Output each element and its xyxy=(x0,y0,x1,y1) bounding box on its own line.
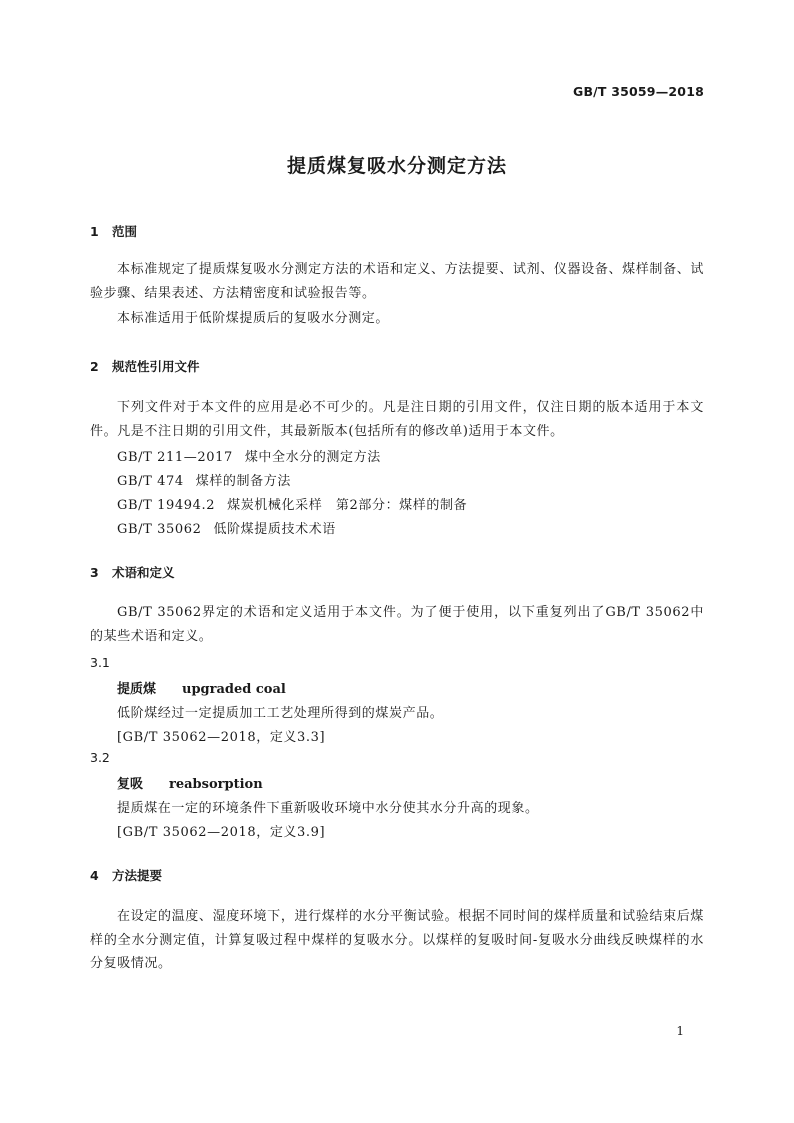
term-number: 3.1 xyxy=(90,655,110,670)
reference-item xyxy=(117,494,467,513)
reference-code: GB/T 211—2017 xyxy=(117,450,233,465)
term-zh: 复吸 xyxy=(117,777,144,792)
section-3-intro: GB/T 35062界定的术语和定义适用于本文件。为了便于使用，以下重复列出了GB/T 35062中的某些术语和定义。 xyxy=(90,605,704,644)
reference-code: GB/T 19494.2 xyxy=(117,498,216,513)
term-heading xyxy=(117,773,263,792)
section-2-heading xyxy=(90,357,200,375)
reference-title: 低阶煤提质技术术语 xyxy=(213,522,336,537)
section-1-paragraph-1: 本标准规定了提质煤复吸水分测定方法的术语和定义、方法提要、试剂、仪器设备、煤样制备、试验步骤、结果表述、方法精密度和试验报告等。 xyxy=(90,262,704,301)
section-title: 范围 xyxy=(112,224,138,239)
section-4-heading xyxy=(90,866,162,884)
section-title: 方法提要 xyxy=(112,868,163,883)
page-number: 1 xyxy=(676,1024,684,1038)
term-en: upgraded coal xyxy=(182,682,286,697)
section-number: 4 xyxy=(90,868,99,883)
term-source: [GB/T 35062—2018，定义3.3] xyxy=(117,730,326,745)
section-3-heading xyxy=(90,563,175,581)
term-definition: 低阶煤经过一定提质加工工艺处理所得到的煤炭产品。 xyxy=(117,706,444,721)
section-1-paragraph-2: 本标准适用于低阶煤提质后的复吸水分测定。 xyxy=(117,311,390,326)
reference-title: 煤中全水分的测定方法 xyxy=(244,450,381,465)
standard-code: GB/T 35059—2018 xyxy=(572,84,704,99)
term-zh: 提质煤 xyxy=(117,682,157,697)
reference-item xyxy=(117,470,291,489)
term-en: reabsorption xyxy=(169,777,263,792)
section-title: 术语和定义 xyxy=(112,565,175,580)
reference-code: GB/T 474 xyxy=(117,474,184,489)
reference-item xyxy=(117,518,336,537)
reference-title: 煤炭机械化采样 第2部分：煤样的制备 xyxy=(227,498,468,513)
section-2-intro: 下列文件对于本文件的应用是必不可少的。凡是注日期的引用文件，仅注日期的版本适用于本文件。凡是不注日期的引用文件，其最新版本(包括所有的修改单)适用于本文件。 xyxy=(90,400,704,439)
section-number: 2 xyxy=(90,359,99,374)
reference-code: GB/T 35062 xyxy=(117,522,202,537)
section-title: 规范性引用文件 xyxy=(112,359,200,374)
term-source: [GB/T 35062—2018，定义3.9] xyxy=(117,825,326,840)
term-definition: 提质煤在一定的环境条件下重新吸收环境中水分使其水分升高的现象。 xyxy=(117,801,539,816)
term-number: 3.2 xyxy=(90,750,110,765)
term-heading xyxy=(117,678,286,697)
section-4-paragraph: 在设定的温度、湿度环境下，进行煤样的水分平衡试验。根据不同时间的煤样质量和试验结束后煤样的全水分测定值，计算复吸过程中煤样的复吸水分。以煤样的复吸时间-复吸水分曲线反映煤样的水分复吸情况。 xyxy=(90,909,704,971)
document-title: 提质煤复吸水分测定方法 xyxy=(286,155,507,177)
reference-title: 煤样的制备方法 xyxy=(195,474,291,489)
section-number: 1 xyxy=(90,224,99,239)
section-1-heading xyxy=(90,222,137,240)
reference-item xyxy=(117,446,381,465)
section-number: 3 xyxy=(90,565,99,580)
